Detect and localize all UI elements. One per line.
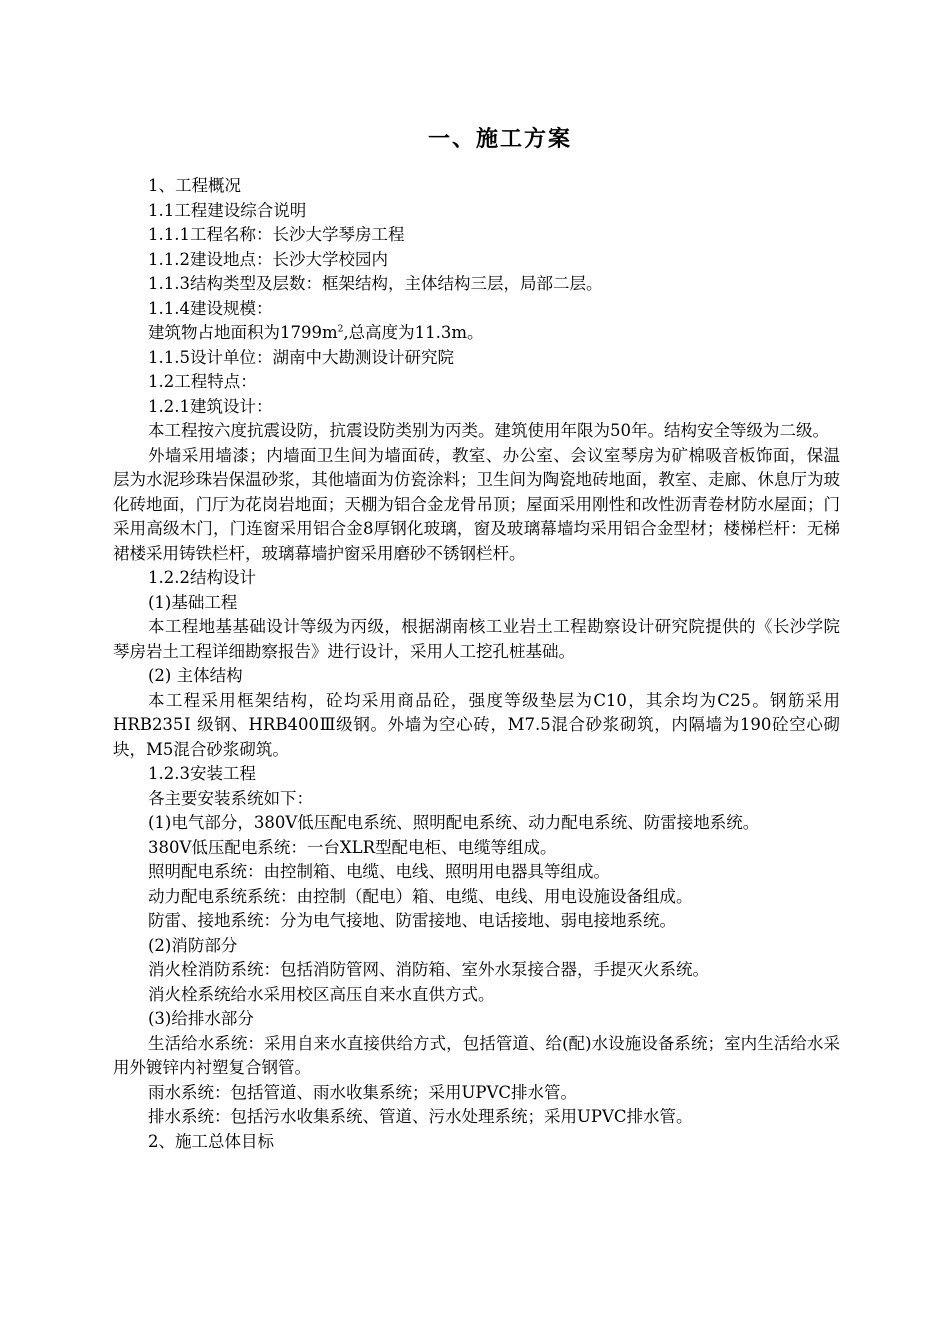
document-body — [113, 174, 840, 1154]
electrical-lighting: 照明配电系统：由控制箱、电缆、电线、照明用电器具等组成。 — [148, 862, 610, 881]
subsection-heading: 1.1工程建设综合说明 — [148, 200, 307, 220]
install-intro: 各主要安装系统如下： — [148, 788, 313, 808]
electrical-380v: 380V低压配电系统：一台XLR型配电柜、电缆等组成。 — [148, 837, 557, 857]
fire-heading: (2)消防部分 — [148, 935, 238, 955]
subsection-heading: 1.2.3安装工程 — [148, 764, 256, 783]
electrical-power: 动力配电系统系统：由控制（配电）箱、电缆、电线、用电设施设备组成。 — [148, 886, 693, 906]
page-title: 一、施工方案 — [427, 127, 572, 152]
rain-system: 雨水系统：包括管道、雨水收集系统；采用UPVC排水管。 — [148, 1082, 578, 1102]
fire-hydrant-system: 消火栓消防系统：包括消防管网、消防箱、室外水泵接合器，手提灭火系统。 — [148, 960, 709, 979]
section-heading: 2、施工总体目标 — [148, 1131, 274, 1151]
area-text: 建筑物占地面积为1799m — [148, 323, 338, 342]
water-heading: (3)给排水部分 — [148, 1009, 254, 1028]
main-structure-paragraph: 本工程采用框架结构，砼均采用商品砼，强度等级垫层为C10，其余均为C25。钢筋采用HRB235Ⅰ 级钢、HRB400Ⅲ级钢。外墙为空心砖，M7.5混合砂浆砌筑，内隔墙为190砼空心砌块，M5混合砂浆砌筑。 — [113, 690, 840, 759]
height-text: ,总高度为11.3m。 — [343, 323, 484, 342]
project-name: 1.1.1工程名称：长沙大学琴房工程 — [148, 225, 405, 244]
finish-paragraph: 外墙采用墙漆；内墙面卫生间为墙面砖，教室、办公室、会议室琴房为矿棉吸音板饰面，保温层为水泥珍珠岩保温砂浆，其他墙面为仿瓷涂料；卫生间为陶瓷地砖地面，教室、走廊、休息厅为玻化砖地面，门厅为花岗岩地面；天棚为铝合金龙骨吊顶；屋面采用刚性和改性沥青卷材防水屋面；门采用高级木门，门连窗采用铝合金8厚钢化玻璃，窗及玻璃幕墙均采用铝合金型材；楼梯栏杆：无梯裙楼采用铸铁栏杆，玻璃幕墙护窗采用磨砂不锈钢栏杆。 — [113, 445, 840, 563]
foundation-heading: (1)基础工程 — [148, 592, 238, 612]
scale-heading: 1.1.4建设规模： — [148, 298, 273, 318]
subsection-heading: 1.2.1建筑设计： — [148, 396, 273, 416]
fire-water-supply: 消火栓系统给水采用校区高压自来水直供方式。 — [148, 984, 495, 1004]
area-superscript: 2 — [337, 324, 344, 335]
drain-system: 排水系统：包括污水收集系统、管道、污水处理系统；采用UPVC排水管。 — [148, 1107, 693, 1126]
design-unit: 1.1.5设计单位：湖南中大勘测设计研究院 — [148, 347, 454, 367]
project-location: 1.1.2建设地点：长沙大学校园内 — [148, 249, 388, 269]
subsection-heading: 1.2工程特点： — [148, 372, 257, 391]
main-structure-heading: (2) 主体结构 — [148, 666, 243, 685]
section-heading: 1、工程概况 — [148, 176, 241, 195]
electrical-grounding: 防雷、接地系统：分为电气接地、防雷接地、电话接地、弱电接地系统。 — [148, 911, 676, 930]
electrical-heading: (1)电气部分，380V低压配电系统、照明配电系统、动力配电系统、防雷接地系统。 — [148, 813, 760, 832]
structure-type: 1.1.3结构类型及层数：框架结构，主体结构三层，局部二层。 — [148, 274, 603, 293]
foundation-paragraph: 本工程地基基础设计等级为丙级，根据湖南核工业岩土工程勘察设计研究院提供的《长沙学院琴房岩土工程详细勘察报告》进行设计，采用人工挖孔桩基础。 — [113, 617, 840, 661]
seismic-paragraph: 本工程按六度抗震设防，抗震设防类别为丙类。建筑使用年限为50年。结构安全等级为二级。 — [148, 421, 829, 440]
water-supply-paragraph: 生活给水系统：采用自来水直接供给方式，包括管道、给(配)水设施设备系统；室内生活给水采用外镀锌内衬塑复合钢管。 — [113, 1033, 840, 1077]
building-area — [113, 321, 840, 346]
subsection-heading: 1.2.2结构设计 — [148, 568, 256, 587]
